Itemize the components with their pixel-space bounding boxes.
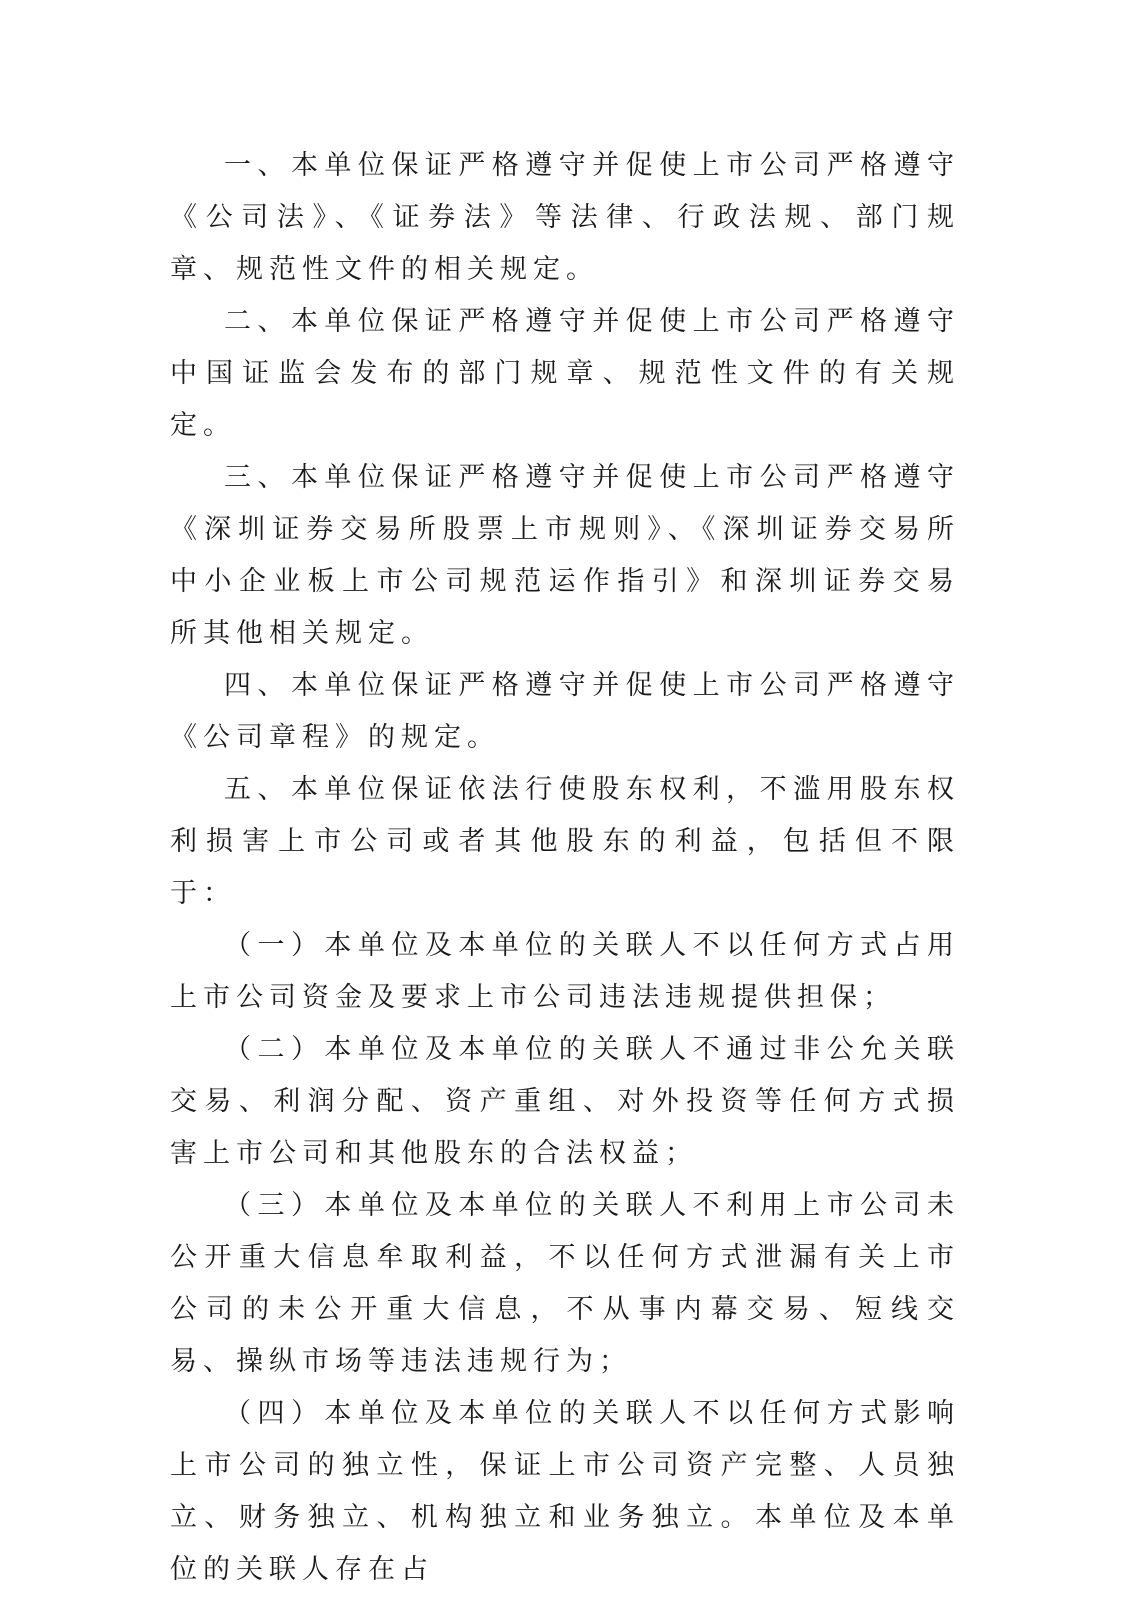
paragraph-5-item-4: （四）本单位及本单位的关联人不以任何方式影响上市公司的独立性，保证上市公司资产完整、人员独立、财务独立、机构独立和业务独立。本单位及本单位的关联人存在占 [170,1398,960,1585]
paragraph-3: 三、本单位保证严格遵守并促使上市公司严格遵守《深圳证券交易所股票上市规则》、《深圳证券交易所中小企业板上市公司规范运作指引》和深圳证券交易所其他相关规定。 [170,462,960,649]
document-body [170,140,960,1596]
paragraph-1: 一、本单位保证严格遵守并促使上市公司严格遵守《公司法》、《证券法》等法律、行政法规、部门规章、规范性文件的相关规定。 [170,150,960,285]
paragraph-4: 四、本单位保证严格遵守并促使上市公司严格遵守《公司章程》的规定。 [170,670,960,753]
paragraph-5: 五、本单位保证依法行使股东权利，不滥用股东权利损害上市公司或者其他股东的利益，包括但不限于： [170,774,960,909]
paragraph-2: 二、本单位保证严格遵守并促使上市公司严格遵守中国证监会发布的部门规章、规范性文件的有关规定。 [170,306,960,441]
paragraph-5-item-3: （三）本单位及本单位的关联人不利用上市公司未公开重大信息牟取利益，不以任何方式泄漏有关上市公司的未公开重大信息，不从事内幕交易、短线交易、操纵市场等违法违规行为； [170,1190,960,1377]
paragraph-5-item-2: （二）本单位及本单位的关联人不通过非公允关联交易、利润分配、资产重组、对外投资等任何方式损害上市公司和其他股东的合法权益； [170,1034,960,1169]
paragraph-5-item-1: （一）本单位及本单位的关联人不以任何方式占用上市公司资金及要求上市公司违法违规提供担保； [170,930,960,1013]
